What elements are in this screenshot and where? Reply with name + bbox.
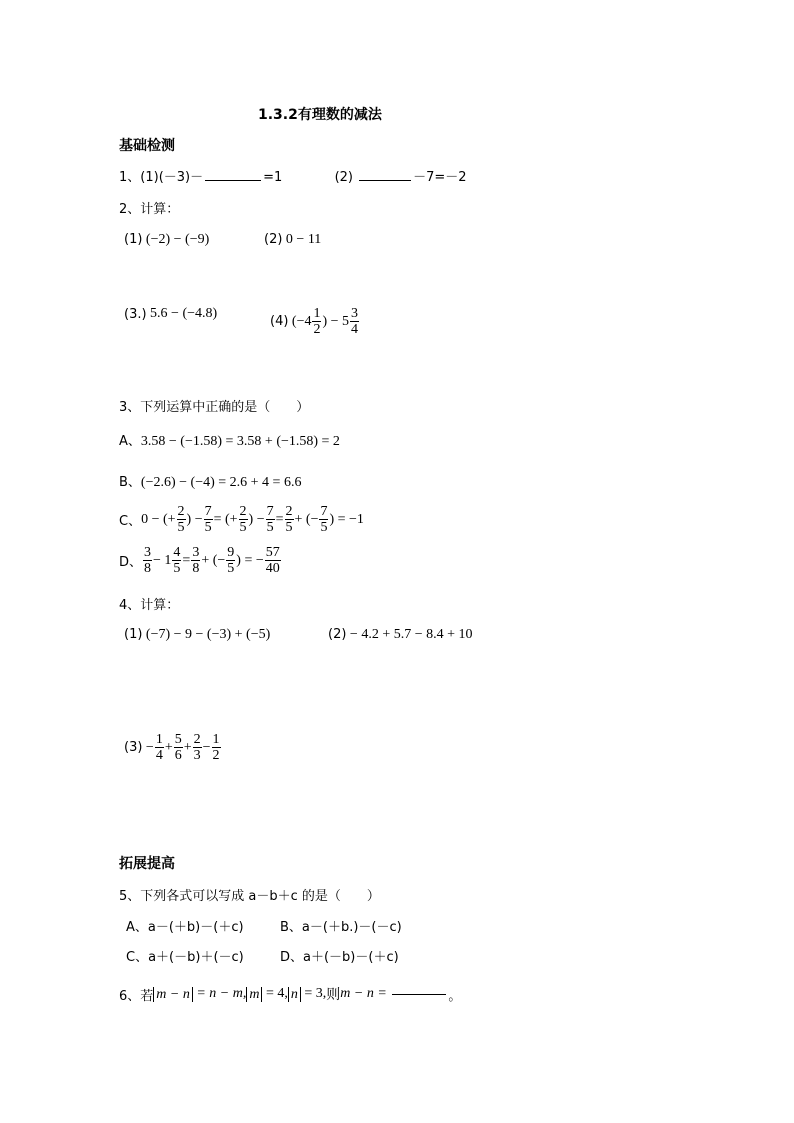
q3-c-term-7: ) = −1 [329,511,364,527]
q2-p4-fraction-2: $\frac{3}{4}$ [351,306,359,337]
q2-part3 [124,306,217,322]
q4-part1 [124,627,270,643]
question-1 [119,166,467,185]
q5-option-b[interactable]: B、a－(＋b.)－(－c) [280,920,402,935]
q3-b-expression: (−2.6) − (−4) = 2.6 + 4 = 6.6 [140,475,302,490]
q4-p3-plus-2: + [183,739,192,755]
q4-p3-fraction-3: $\frac{2}{3}$ [193,732,201,763]
q1-part2-suffix: －7=－2 [413,170,467,185]
q3-a-expression: 3.58 − (−1.58) = 3.58 + (−1.58) = 2 [140,434,340,449]
q1-number: 1、 [119,170,141,185]
q3-c-term-6: + (− [294,511,319,527]
q6-number: 6、若 [119,988,154,1004]
question-3-heading: 3、下列运算中正确的是（ ） [119,400,310,415]
section-basic: 基础检测 [119,138,175,154]
q6-end-mark: 。 [448,988,462,1004]
q6-term-2: = 4, [265,986,288,1001]
question-5-heading: 5、下列各式可以写成 a－b＋c 的是（ ） [119,889,380,904]
q2-p3-expression: 5.6 − (−4.8) [150,306,218,321]
q4-p3-label: (3) [124,740,143,755]
q4-p3-minus-2: − [202,739,211,755]
q6-abs-m: m [246,987,262,1002]
q3-option-d[interactable] [119,545,282,576]
q4-p3-minus: − [145,739,154,755]
q3-d-label: D、 [119,555,143,570]
question-4-heading: 4、计算： [119,598,180,613]
q6-term-4: m − n = [340,986,387,1001]
q4-part2 [328,627,473,643]
q3-d-fraction-57-40: $\frac{57}{40}$ [265,545,280,576]
q2-p1-label: (1) [124,232,143,247]
q6-answer-blank[interactable] [392,993,446,995]
q3-d-fraction-4-5: $\frac{4}{5}$ [173,545,181,576]
q2-p4-expr-a: (−4 [291,313,312,329]
q3-c-fraction-2-5-b: $\frac{2}{5}$ [239,504,247,535]
q3-c-fraction-2-5-a: $\frac{2}{5}$ [177,504,185,535]
q4-p1-expression: (−7) − 9 − (−3) + (−5) [145,627,271,642]
q2-p2-expression: 0 − 11 [285,232,322,247]
q4-p1-label: (1) [124,627,143,642]
q1-part2-blank[interactable] [359,179,411,181]
q4-part3 [124,732,222,763]
q2-p4-expr-b: ) − 5 [322,313,350,329]
q3-b-label: B、 [119,475,141,490]
q2-part1 [124,232,209,248]
section-extension: 拓展提高 [119,856,175,872]
q3-d-fraction-3-8-a: $\frac{3}{8}$ [144,545,152,576]
q3-d-term-3: + (− [201,552,226,568]
q4-p3-fraction-4: $\frac{1}{2}$ [212,732,220,763]
q4-p2-expression: − 4.2 + 5.7 − 8.4 + 10 [349,627,473,642]
q3-c-term-2: ) − [186,511,203,527]
q2-part2 [264,232,321,248]
q4-p2-label: (2) [328,627,347,642]
q4-p3-plus-1: + [164,739,173,755]
q3-option-a[interactable] [119,430,340,450]
q6-abs-m-minus-n: m − n [153,987,193,1002]
q6-term-3: = 3, [304,986,327,1001]
q5-option-a[interactable]: A、a－(＋b)－(＋c) [126,920,244,935]
q5-option-c[interactable]: C、a＋(－b)＋(－c) [126,950,244,965]
q3-c-fraction-7-5-b: $\frac{7}{5}$ [266,504,274,535]
question-2-heading: 2、计算： [119,202,180,217]
q3-option-c[interactable] [119,504,364,535]
q1-part1-prefix: (1)(－3)－ [140,170,204,185]
q3-c-term-4: ) − [248,511,265,527]
q4-p3-fraction-2: $\frac{5}{6}$ [174,732,182,763]
q3-d-fraction-9-5: $\frac{9}{5}$ [227,545,235,576]
q2-part4 [270,306,360,337]
q6-then: 则 [326,988,341,1003]
q3-c-fraction-7-5-c: $\frac{7}{5}$ [320,504,328,535]
q2-p3-label: (3.) [124,306,147,322]
q3-d-term-4: ) = − [236,552,264,568]
q2-p4-fraction-1: $\frac{1}{2}$ [313,306,321,337]
q1-part2-prefix: (2) [334,170,353,185]
q6-abs-n: n [288,987,301,1002]
q5-option-d[interactable]: D、a＋(－b)－(＋c) [280,950,399,965]
q4-p3-fraction-1: $\frac{1}{4}$ [155,732,163,763]
q3-c-fraction-7-5-a: $\frac{7}{5}$ [204,504,212,535]
question-6 [119,984,461,1004]
q1-part1-suffix: =1 [263,170,283,185]
q1-part1-blank[interactable] [205,179,261,181]
q6-term-1: = n − m, [196,986,247,1001]
q3-d-term-2: = [182,552,191,568]
q3-a-label: A、 [119,434,141,449]
page-title: 1.3.2有理数的减法 [258,107,382,123]
q2-p1-expression: (−2) − (−9) [145,232,210,247]
q3-c-fraction-2-5-c: $\frac{2}{5}$ [285,504,293,535]
q3-option-b[interactable] [119,471,301,491]
q3-c-label: C、 [119,514,142,529]
q2-p4-label: (4) [270,314,289,329]
q3-d-term-1: − 1 [153,552,172,568]
q3-c-term-3: = (+ [213,511,238,527]
q3-d-fraction-3-8-b: $\frac{3}{8}$ [192,545,200,576]
q3-c-term-5: = [275,511,284,527]
q3-c-term-1: 0 − (+ [141,511,176,527]
q2-p2-label: (2) [264,232,283,247]
